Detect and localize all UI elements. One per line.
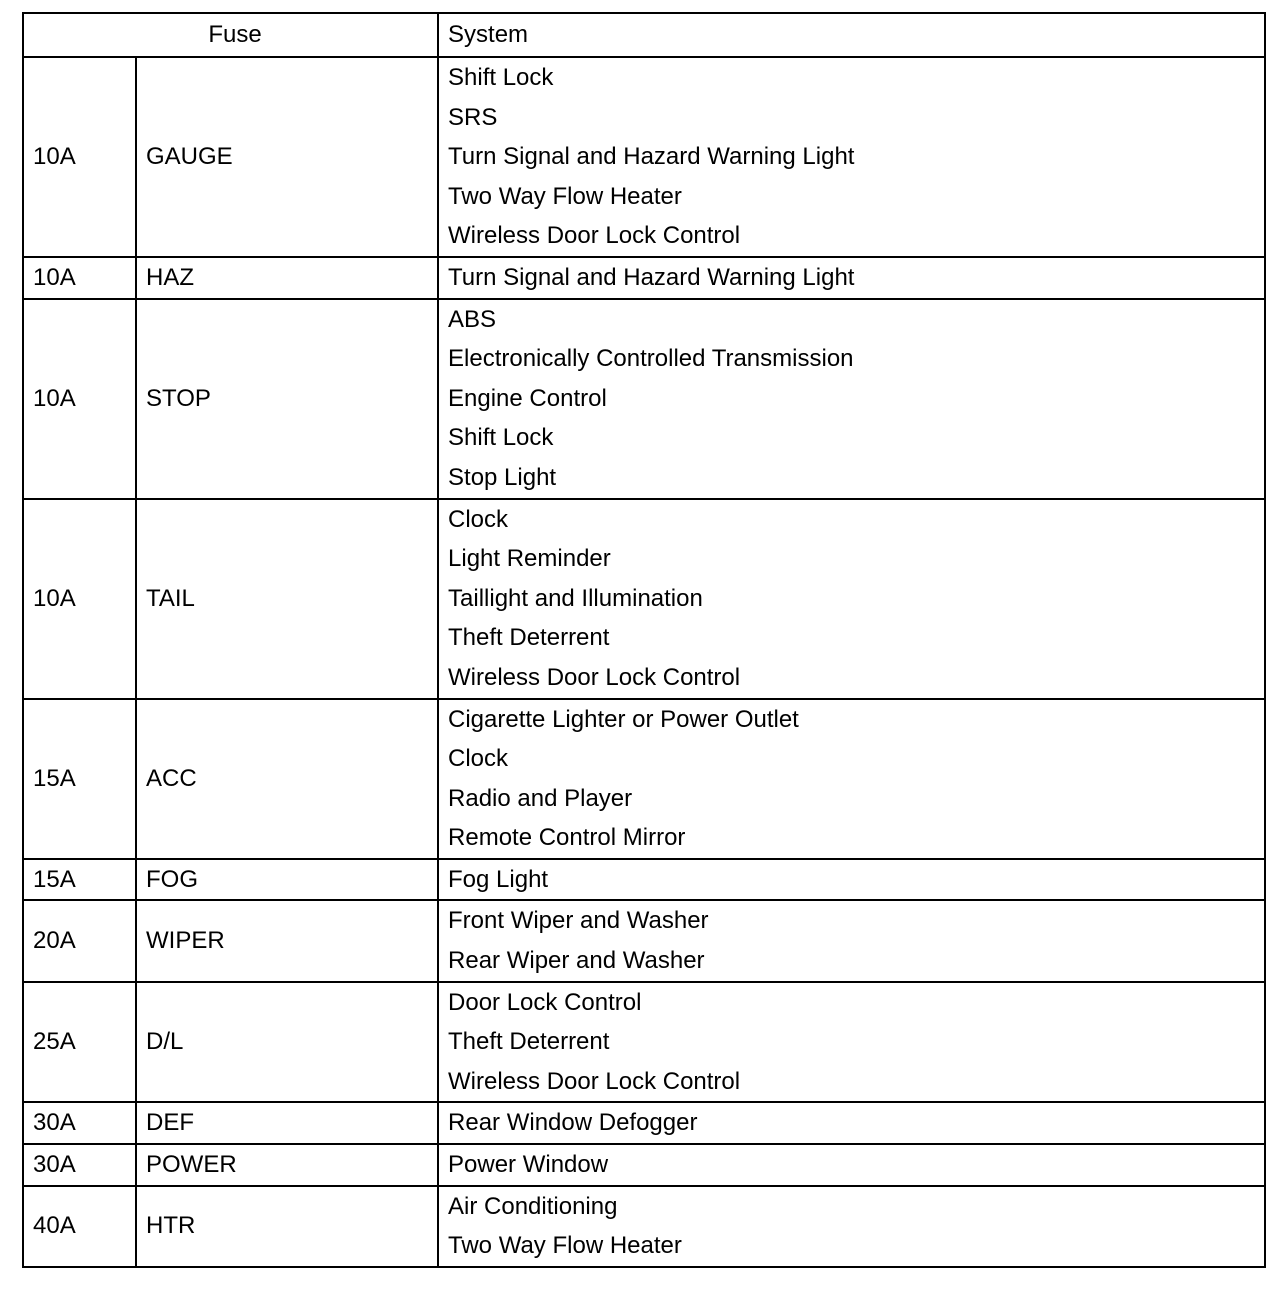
fuse-systems (438, 982, 1265, 1103)
fuse-amperage: 30A (23, 1144, 136, 1186)
system-item: Clock (448, 745, 509, 773)
system-item: Fog Light (448, 865, 549, 893)
fuse-systems (438, 1144, 1265, 1186)
fuse-name: DEF (136, 1102, 438, 1144)
fuse-systems (438, 859, 1265, 901)
fuse-systems (438, 57, 1265, 257)
fuse-systems (438, 499, 1265, 699)
system-item: Turn Signal and Hazard Warning Light (448, 143, 855, 171)
system-item: Shift Lock (448, 424, 554, 452)
fuse-amperage: 10A (23, 299, 136, 499)
system-item: Remote Control Mirror (448, 824, 686, 852)
system-item: Turn Signal and Hazard Warning Light (448, 263, 855, 291)
table-row (23, 257, 1265, 299)
fuse-name: HAZ (136, 257, 438, 299)
system-item: Clock (448, 505, 509, 533)
system-item: Door Lock Control (448, 988, 642, 1016)
system-item: Theft Deterrent (448, 1028, 610, 1056)
header-fuse: Fuse (23, 13, 438, 57)
table-row (23, 499, 1265, 699)
system-item: Cigarette Lighter or Power Outlet (448, 705, 799, 733)
fuse-systems (438, 1186, 1265, 1267)
system-item: Radio and Player (448, 784, 633, 812)
fuse-amperage: 20A (23, 900, 136, 981)
table-row (23, 299, 1265, 499)
fuse-systems (438, 299, 1265, 499)
system-item: Taillight and Illumination (448, 584, 703, 612)
system-item: SRS (448, 103, 498, 131)
fuse-amperage: 40A (23, 1186, 136, 1267)
fuse-name: D/L (136, 982, 438, 1103)
fuse-systems (438, 699, 1265, 859)
system-item: Shift Lock (448, 64, 554, 91)
table-row (23, 1144, 1265, 1186)
system-item: Two Way Flow Heater (448, 1232, 682, 1260)
table-header-row (23, 13, 1265, 57)
system-item: Two Way Flow Heater (448, 182, 682, 210)
fuse-name: POWER (136, 1144, 438, 1186)
fuse-amperage: 15A (23, 699, 136, 859)
system-item: Air Conditioning (448, 1192, 618, 1220)
system-item: Rear Window Defogger (448, 1109, 698, 1137)
fuse-amperage: 10A (23, 499, 136, 699)
table-row (23, 982, 1265, 1103)
fuse-amperage: 15A (23, 859, 136, 901)
table-row (23, 1186, 1265, 1267)
fuse-amperage: 10A (23, 257, 136, 299)
system-item: Stop Light (448, 463, 557, 491)
system-item: Power Window (448, 1151, 609, 1179)
table-row (23, 900, 1265, 981)
fuse-amperage: 10A (23, 57, 136, 257)
table-row (23, 859, 1265, 901)
fuse-name: FOG (136, 859, 438, 901)
system-item: Front Wiper and Washer (448, 907, 709, 935)
system-item: Electronically Controlled Transmission (448, 345, 854, 373)
fuse-name: HTR (136, 1186, 438, 1267)
fuse-name: WIPER (136, 900, 438, 981)
fuse-amperage: 30A (23, 1102, 136, 1144)
system-item: Wireless Door Lock Control (448, 1067, 741, 1095)
system-item: ABS (448, 305, 497, 333)
system-item: Theft Deterrent (448, 624, 610, 652)
fuse-systems (438, 257, 1265, 299)
fuse-name: GAUGE (136, 57, 438, 257)
fuse-table (22, 12, 1266, 1268)
table-row (23, 699, 1265, 859)
fuse-name: ACC (136, 699, 438, 859)
fuse-systems (438, 1102, 1265, 1144)
system-item: Rear Wiper and Washer (448, 947, 705, 975)
system-item: Wireless Door Lock Control (448, 663, 741, 691)
system-item: Engine Control (448, 384, 607, 412)
table-row (23, 1102, 1265, 1144)
table-row (23, 57, 1265, 257)
fuse-name: TAIL (136, 499, 438, 699)
header-system: System (438, 13, 1265, 57)
fuse-amperage: 25A (23, 982, 136, 1103)
fuse-name: STOP (136, 299, 438, 499)
fuse-systems (438, 900, 1265, 981)
system-item: Light Reminder (448, 545, 611, 573)
system-item: Wireless Door Lock Control (448, 222, 741, 250)
